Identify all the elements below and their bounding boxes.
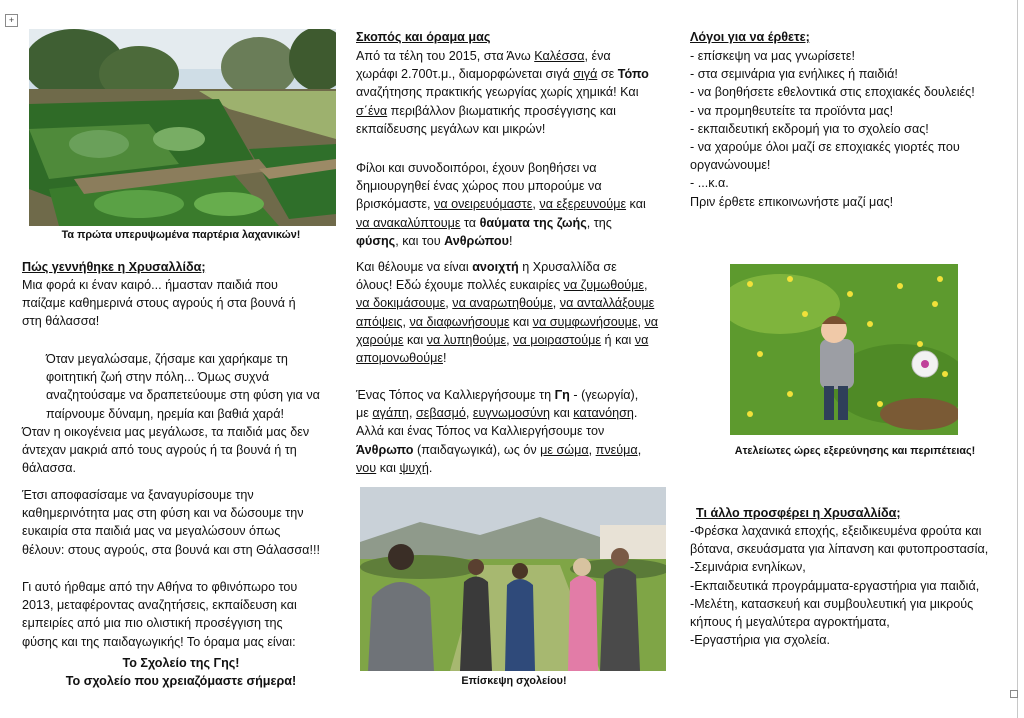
reasons-heading: Λόγοι για να έρθετε; [690, 30, 810, 44]
text-span: να ανταλλάξουμε [559, 296, 655, 311]
origin-heading: Πώς γεννήθηκε η Χρυσαλλίδα; [22, 260, 206, 274]
text-span: , [445, 296, 453, 311]
text-span: , [637, 314, 645, 329]
text-span: Γη [554, 388, 570, 402]
text-span: ! [508, 233, 513, 248]
text-span: απόψεις [356, 314, 403, 329]
contact-note: Πριν έρθετε επικοινωνήστε μαζί μας! [690, 194, 894, 209]
text-span: , [588, 442, 596, 457]
text-span: , [637, 442, 642, 457]
text-line [356, 294, 672, 312]
list-item: -Σεμινάρια ενηλίκων, [690, 560, 806, 575]
text-span: , [552, 296, 560, 311]
text-line: στη θάλασσα! [22, 314, 100, 329]
text-span: Και θέλουμε να είναι [356, 260, 473, 274]
text-span: Ένας Τόπος να Καλλιεργήσουμε τη [356, 388, 555, 402]
text-line: δημιουργηθεί ένας χώρος που μπορούμε να [356, 179, 602, 194]
text-span: και [403, 332, 427, 347]
text-span: Ανθρώπου [444, 233, 509, 248]
list-item: -Εργαστήρια για σχολεία. [690, 633, 831, 648]
text-line [356, 276, 672, 294]
text-line: θέλουν: στους αγρούς, στα βουνά και στη Θάλασσα!!! [22, 542, 320, 557]
text-line: Γι αυτό ήρθαμε από την Αθήνα το φθινόπωρο του [22, 580, 298, 594]
list-item: οργανώνουμε! [690, 158, 771, 173]
text-line [356, 214, 672, 232]
text-line [356, 404, 672, 422]
reasons-list [690, 47, 1020, 211]
text-line: Φίλοι και συνοδοιπόροι, έχουν βοηθήσει να [356, 161, 597, 175]
child-photo-caption: Ατελείωτες ώρες εξερεύνησης και περιπέτειας! [734, 445, 976, 457]
purpose-paragraph-1 [356, 47, 672, 138]
text-span: , ένα [584, 49, 611, 63]
text-span: σ΄ένα [356, 103, 388, 118]
list-item: -Μελέτη, κατασκευή και συμβουλευτική για μικρούς [690, 596, 974, 611]
text-span: κατανόηση [573, 406, 634, 421]
text-span: να δοκιμάσουμε [356, 296, 446, 311]
text-line: Όταν μεγαλώσαμε, ζήσαμε και χαρήκαμε τη [46, 352, 288, 366]
text-line: εμπειρίες από μια πιο ολιστική προσέγγιση της [22, 616, 283, 631]
text-span: να διαφωνήσουμε [409, 314, 510, 329]
text-span: να εξερευνούμε [539, 197, 627, 212]
text-line: καθημερινότητα μας στη φύση και να δώσουμε την [22, 506, 304, 521]
list-item: - εκπαιδευτική εκδρομή για το σχολείο σας! [690, 121, 929, 136]
text-span: να λυπηθούμε [426, 332, 507, 347]
text-span: να ζυμωθούμε [563, 278, 645, 293]
text-span: ευγνωμοσύνη [472, 406, 551, 421]
text-span: σε [597, 67, 618, 82]
list-item: - επίσκεψη να μας γνωρίσετε! [690, 49, 856, 63]
text-span: να [634, 332, 649, 347]
purpose-paragraph-2 [356, 159, 672, 250]
text-span: αγάπη [372, 406, 409, 421]
school-photo-caption: Επίσκεψη σχολείου! [461, 675, 567, 687]
text-line [356, 65, 672, 83]
text-line: Αλλά και ένας Τόπος να Καλλιεργήσουμε τον [356, 424, 605, 439]
text-span: με [356, 406, 373, 421]
text-span: να [644, 314, 659, 329]
text-span: , [408, 406, 416, 421]
text-line: ευκαιρία στα παιδιά μας να μεγαλώσουν όπως [22, 524, 281, 539]
list-item: βότανα, σκευάσματα για λίπανση και φυτοπροστασία, [690, 542, 989, 557]
text-span: ανοιχτή [472, 260, 519, 274]
place-name: Καλέσσα [534, 49, 585, 63]
text-line [356, 102, 672, 120]
list-item: - στα σεμινάρια για ενήλικες ή παιδιά! [690, 67, 898, 82]
text-span: Τόπο [617, 67, 649, 82]
text-span: . [428, 460, 433, 475]
text-span: θαύματα της ζωής [479, 215, 587, 230]
table-move-handle[interactable]: + [5, 14, 18, 27]
text-span: Άνθρωπο [356, 442, 414, 457]
text-span: Από τα τέλη του 2015, στα Άνω [356, 49, 535, 63]
vision-subtitle: Το σχολείο που χρειαζόμαστε σήμερα! [65, 674, 297, 688]
text-span: η Χρυσαλλίδα σε [518, 260, 617, 274]
text-line: αναζήτησης πρακτικής γεωργίας χωρίς χημικά! Και [356, 85, 639, 100]
text-span: περιβάλλον βιωματικής προσέγγισης και [387, 103, 616, 118]
list-item: κήπους ή μεγαλύτερα αγροκτήματα, [690, 615, 890, 630]
text-span: ή και [601, 332, 635, 347]
text-line: εκπαίδευσης μεγάλων και μικρών! [356, 121, 546, 136]
school-visit-photo [360, 487, 666, 671]
text-line: παίρνουμε δύναμη, ηρεμία και βαθιά χαρά! [46, 406, 284, 421]
text-span: σιγά [573, 67, 598, 82]
text-span: και [376, 460, 400, 475]
text-line: αναζητούσαμε να δραπετεύουμε στη φύση για να [46, 388, 320, 403]
text-span: , [532, 197, 540, 212]
text-span: βρισκόμαστε, [356, 197, 435, 212]
text-line [356, 195, 672, 213]
text-line [356, 386, 672, 404]
text-span: (παιδαγωγικά), ως όν [413, 442, 541, 457]
text-span: να μοιραστούμε [513, 332, 602, 347]
text-line [356, 232, 672, 250]
text-span: ψυχή [399, 460, 429, 475]
list-item: - να χαρούμε όλοι μαζί σε εποχιακές γιορτές που [690, 140, 960, 155]
text-span: και [509, 314, 533, 329]
text-span: , [465, 406, 473, 421]
text-line: Έτσι αποφασίσαμε να ξαναγυρίσουμε την [22, 488, 254, 502]
text-line: Όταν η οικογένεια μας μεγάλωσε, τα παιδιά μας δεν [22, 425, 310, 439]
purpose-heading: Σκοπός και όραμα μας [356, 30, 491, 44]
text-line [356, 258, 672, 276]
text-span: , και του [395, 233, 445, 248]
text-line: θάλασσα. [22, 461, 76, 476]
text-span: να αναρωτηθούμε [452, 296, 553, 311]
text-line [356, 459, 672, 477]
list-item: - να βοηθήσετε εθελοντικά στις εποχιακές δουλειές! [690, 85, 975, 100]
origin-paragraph-2-rest [22, 423, 352, 478]
vision-title: Το Σχολείο της Γης! [122, 656, 240, 670]
purpose-paragraph-3 [356, 258, 672, 367]
origin-paragraph-2-indent [46, 350, 356, 423]
text-span: φύσης [356, 233, 396, 248]
text-line [356, 349, 672, 367]
text-span: , [506, 332, 514, 347]
text-span: , της [586, 215, 612, 230]
garden-photo-caption: Τα πρώτα υπερυψωμένα παρτέρια λαχανικών! [61, 229, 301, 241]
purpose-paragraph-4 [356, 386, 672, 477]
origin-paragraph-4 [22, 578, 352, 651]
text-line: 2013, μεταφέροντας αναζητήσεις, εκπαίδευση και [22, 598, 297, 613]
origin-paragraph-1 [22, 276, 342, 331]
text-line: παίζαμε καθημερινά στους αγρούς ή στα βουνά ή [22, 296, 296, 311]
text-span: όλους! Εδώ έχουμε πολλές ευκαιρίες [356, 278, 564, 293]
list-item: -Φρέσκα λαχανικά εποχής, εξειδικευμένα φρούτα και [690, 524, 982, 538]
list-item: - ...κ.α. [690, 176, 729, 191]
text-span: και [550, 406, 574, 421]
text-span: πνεύμα [595, 442, 638, 457]
text-span: ! [442, 351, 447, 366]
text-span: με σώμα [540, 442, 589, 457]
text-line: άντεχαν μακριά από τους αγρούς ή τα βουνά ή τη [22, 443, 297, 458]
table-resize-handle[interactable] [1010, 690, 1018, 698]
list-item: -Εκπαιδευτικά προγράμματα-εργαστήρια για παιδιά, [690, 578, 980, 593]
text-span: να ονειρευόμαστε [434, 197, 533, 212]
offers-list [690, 522, 1020, 649]
garden-beds-photo [29, 29, 336, 226]
offers-heading: Τι άλλο προσφέρει η Χρυσαλλίδα; [696, 506, 901, 520]
origin-paragraph-3 [22, 486, 352, 559]
text-line: φοιτητική ζωή στην πόλη... Όμως συχνά [46, 370, 270, 385]
list-item: - να προμηθευτείτε τα προϊόντα μας! [690, 103, 894, 118]
text-line [356, 441, 672, 459]
text-span: , [644, 278, 648, 293]
text-line [356, 47, 672, 65]
text-span: , [402, 314, 410, 329]
text-line: Μια φορά κι έναν καιρό... ήμασταν παιδιά που [22, 278, 278, 292]
text-span: - (γεωργία), [569, 388, 639, 402]
text-span: νου [356, 460, 377, 475]
text-span: χωράφι 2.700τ.μ., διαμορφώνεται σιγά [356, 67, 574, 82]
text-line [356, 313, 672, 331]
text-span: χαρούμε [356, 332, 404, 347]
text-span: σεβασμό [415, 406, 466, 421]
text-span: απομονωθούμε [356, 351, 443, 366]
text-span: να συμφωνήσουμε [532, 314, 638, 329]
text-span: να ανακαλύπτουμε [356, 215, 461, 230]
text-line: φύσης και της παιδαγωγικής! Το όραμα μας είναι: [22, 634, 296, 649]
text-span: τα [460, 215, 480, 230]
text-span: και [626, 197, 646, 212]
child-exploring-photo [730, 264, 958, 435]
text-span: . [633, 406, 638, 421]
text-line [356, 331, 672, 349]
